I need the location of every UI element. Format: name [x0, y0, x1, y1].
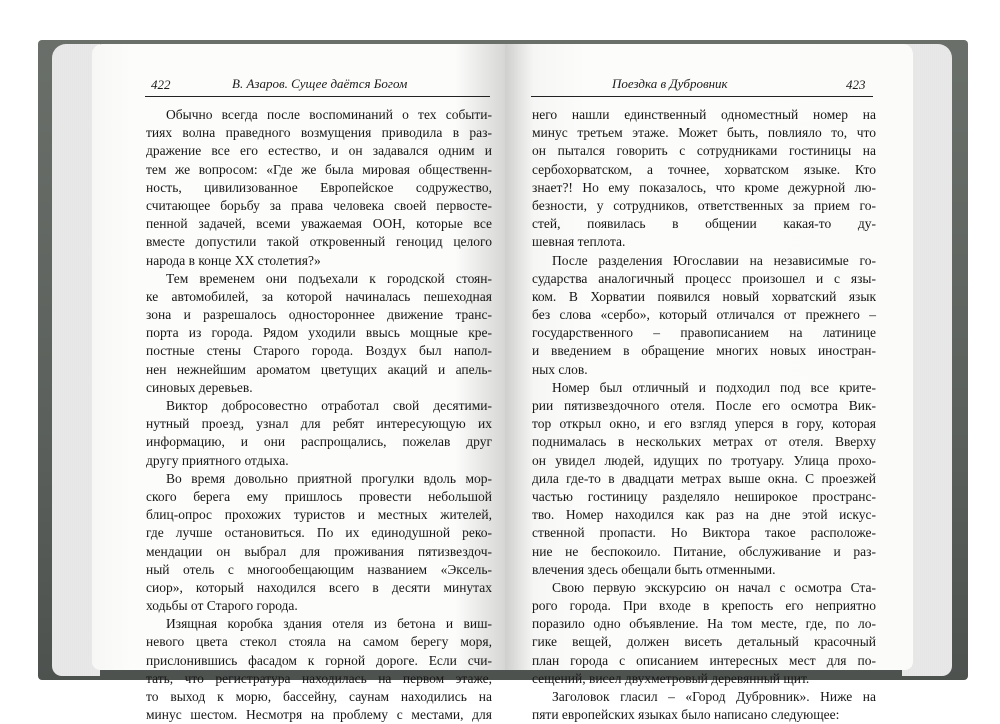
text-line: ние не беспокоило. Питание, обслуживание и раз- — [532, 543, 876, 559]
running-head-left: В. Азаров. Сущее даётся Богом — [232, 76, 408, 91]
text-line: нен нежнейшим ароматом цветущих акаций и апель- — [146, 361, 492, 377]
text-line: Виктор добросовестно отработал свой десятими- — [166, 398, 492, 413]
text-line: рого города. При входе в крепость его неприятно — [532, 598, 876, 614]
text-line: минус шестом. Несмотря на проблему с местами, для — [146, 707, 492, 723]
text-line: Свою первую экскурсию он начал с осмотра Ста- — [552, 579, 876, 595]
text-line: тво. Номер находился как раз на дне этой искус- — [532, 507, 876, 523]
text-line: ком. В Хорватии появился новый хорватский язык — [532, 288, 876, 304]
text-line: то выход к морю, бассейну, саунам находились на — [146, 689, 492, 704]
text-line: стей, появилась в общении какая-то ду- — [532, 216, 876, 232]
text-line: тор открыл окно, и его взгляд уперся в гору, которая — [532, 416, 876, 432]
text-line: пенной задачей, всеми уважаемая ООН, которые все — [146, 216, 492, 232]
text-line: ходьбы от Старого города. — [146, 598, 298, 614]
body-text-left — [146, 106, 492, 724]
text-line: считающее борьбу за права человека своей первосте- — [146, 197, 492, 213]
text-line: нутный проезд, узнал для ребят интересующую их — [146, 416, 492, 432]
text-line: он увидел людей, идущих по тротуару. Улица прохо- — [532, 452, 876, 468]
text-line: ный отель с многообещающим названием «Эксель- — [146, 561, 492, 577]
page-number-right: 423 — [846, 77, 866, 92]
text-line: прислонившись фасадом к горной дороге. Если счи- — [146, 652, 492, 668]
text-line: Номер был отличный и подходил под все крите- — [552, 379, 876, 395]
header-rule-right — [531, 96, 873, 97]
text-line: сударства аналогичный процесс произошел и с язы- — [532, 270, 876, 286]
text-line: Во время довольно приятной прогулки вдоль мор- — [166, 470, 492, 486]
text-line: и введением в обращение многих новых иностран- — [532, 343, 876, 359]
text-line: дражение все его естество, и он задавался одним и — [146, 143, 492, 159]
text-line: сещений, висел двухметровый деревянный щит. — [532, 670, 810, 686]
text-line: тиях волна праведного возмущения приводила в раз- — [146, 125, 492, 141]
text-line: без слова «сербо», который отличался от прежнего – — [532, 307, 876, 323]
text-line: тать, что регистратура находилась на первом этаже, — [146, 670, 492, 686]
text-line: другу приятного отдыха. — [146, 452, 289, 468]
text-line: порта из города. Рядом уходили ввысь мощные кре- — [146, 325, 492, 341]
text-line: пяти европейских языках было написано следующее: — [532, 707, 840, 723]
text-line: гике вещей, должен висеть детальный красочный — [532, 634, 876, 650]
text-line: частью гостиницу разделяло неширокое пространс- — [532, 488, 876, 504]
text-line: сербохорватском, а точнее, хорватском языке. Кто — [532, 161, 876, 177]
text-line: вместе допустили такой откровенный геноцид целого — [146, 234, 492, 250]
text-line: мендации он выбрал для проживания пятизвездоч- — [146, 543, 492, 559]
text-line: Тем временем они подъехали к городской стоян- — [166, 270, 492, 286]
page-number-left: 422 — [151, 77, 171, 92]
text-line: информацию, и они распрощались, пожелав друг — [146, 434, 492, 450]
text-line: влечения здесь обещали быть отменными. — [532, 561, 776, 577]
text-line: государственного – правописанием на латинице — [532, 325, 876, 341]
text-line: синовых деревьев. — [146, 379, 253, 395]
text-line: невого цвета стекол стояла на самом берегу моря, — [146, 634, 492, 650]
text-line: минус третьем этаже. Может быть, повлияло то, что — [532, 125, 876, 141]
text-line: ке автомобилей, за которой начиналась пешеходная — [146, 288, 492, 304]
header-rule-left — [145, 96, 490, 97]
text-line: Заголовок гласил – «Город Дубровник». Ниже на — [552, 689, 876, 704]
running-head-right: Поездка в Дубровник — [612, 76, 728, 91]
text-line: поднималась в нескольких метрах от отеля. Вверху — [532, 434, 876, 450]
text-line: где лучше остановиться. По их единодушной реко- — [146, 525, 492, 541]
text-line: ского берега ему пришлось провести небольшой — [146, 488, 492, 504]
text-line: После разделения Югославии на независимые го- — [552, 252, 876, 268]
text-line: блиц-опрос прохожих туристов и местных жителей, — [146, 507, 492, 523]
text-line: рии пятизвездочного отеля. После его осмотра Вик- — [532, 398, 876, 413]
text-line: Обычно всегда после воспоминаний о тех событи- — [166, 107, 492, 122]
text-line: дила где-то в двадцати метрах выше окна. С проезжей — [532, 470, 876, 486]
text-line: он пытался говорить с сотрудниками гостиницы на — [532, 143, 876, 159]
text-line: план города с описанием интересных мест для по- — [532, 652, 876, 668]
text-line: него нашли единственный одноместный номер на — [532, 107, 876, 122]
text-line: сиор», который находился всего в десяти минутах — [146, 579, 492, 595]
text-line: шевная теплота. — [532, 234, 626, 250]
text-line: безности, у сотрудников, ответственных за прием го- — [532, 197, 876, 213]
text-line: ственной пропасти. Но Виктора такое расположе- — [532, 525, 876, 541]
text-line: тем же вопросом: «Где же была мировая общественн- — [146, 161, 492, 177]
body-text-right — [532, 106, 876, 724]
text-line: поразило одно объявление. На том месте, где, по ло- — [532, 616, 876, 632]
text-line: ность, цивилизованное Европейское содружество, — [146, 179, 492, 195]
text-line: Изящная коробка здания отеля из бетона и виш- — [166, 616, 492, 632]
text-line: зона и разрешалось одностороннее движение транс- — [146, 307, 492, 323]
text-line: знает?! Но ему показалось, что кроме дежурной лю- — [532, 179, 876, 195]
text-line: ных слов. — [532, 361, 588, 377]
text-line: народа в конце XX столетия?» — [146, 252, 321, 268]
text-line: постные стены Старого города. Воздух был напол- — [146, 343, 492, 359]
